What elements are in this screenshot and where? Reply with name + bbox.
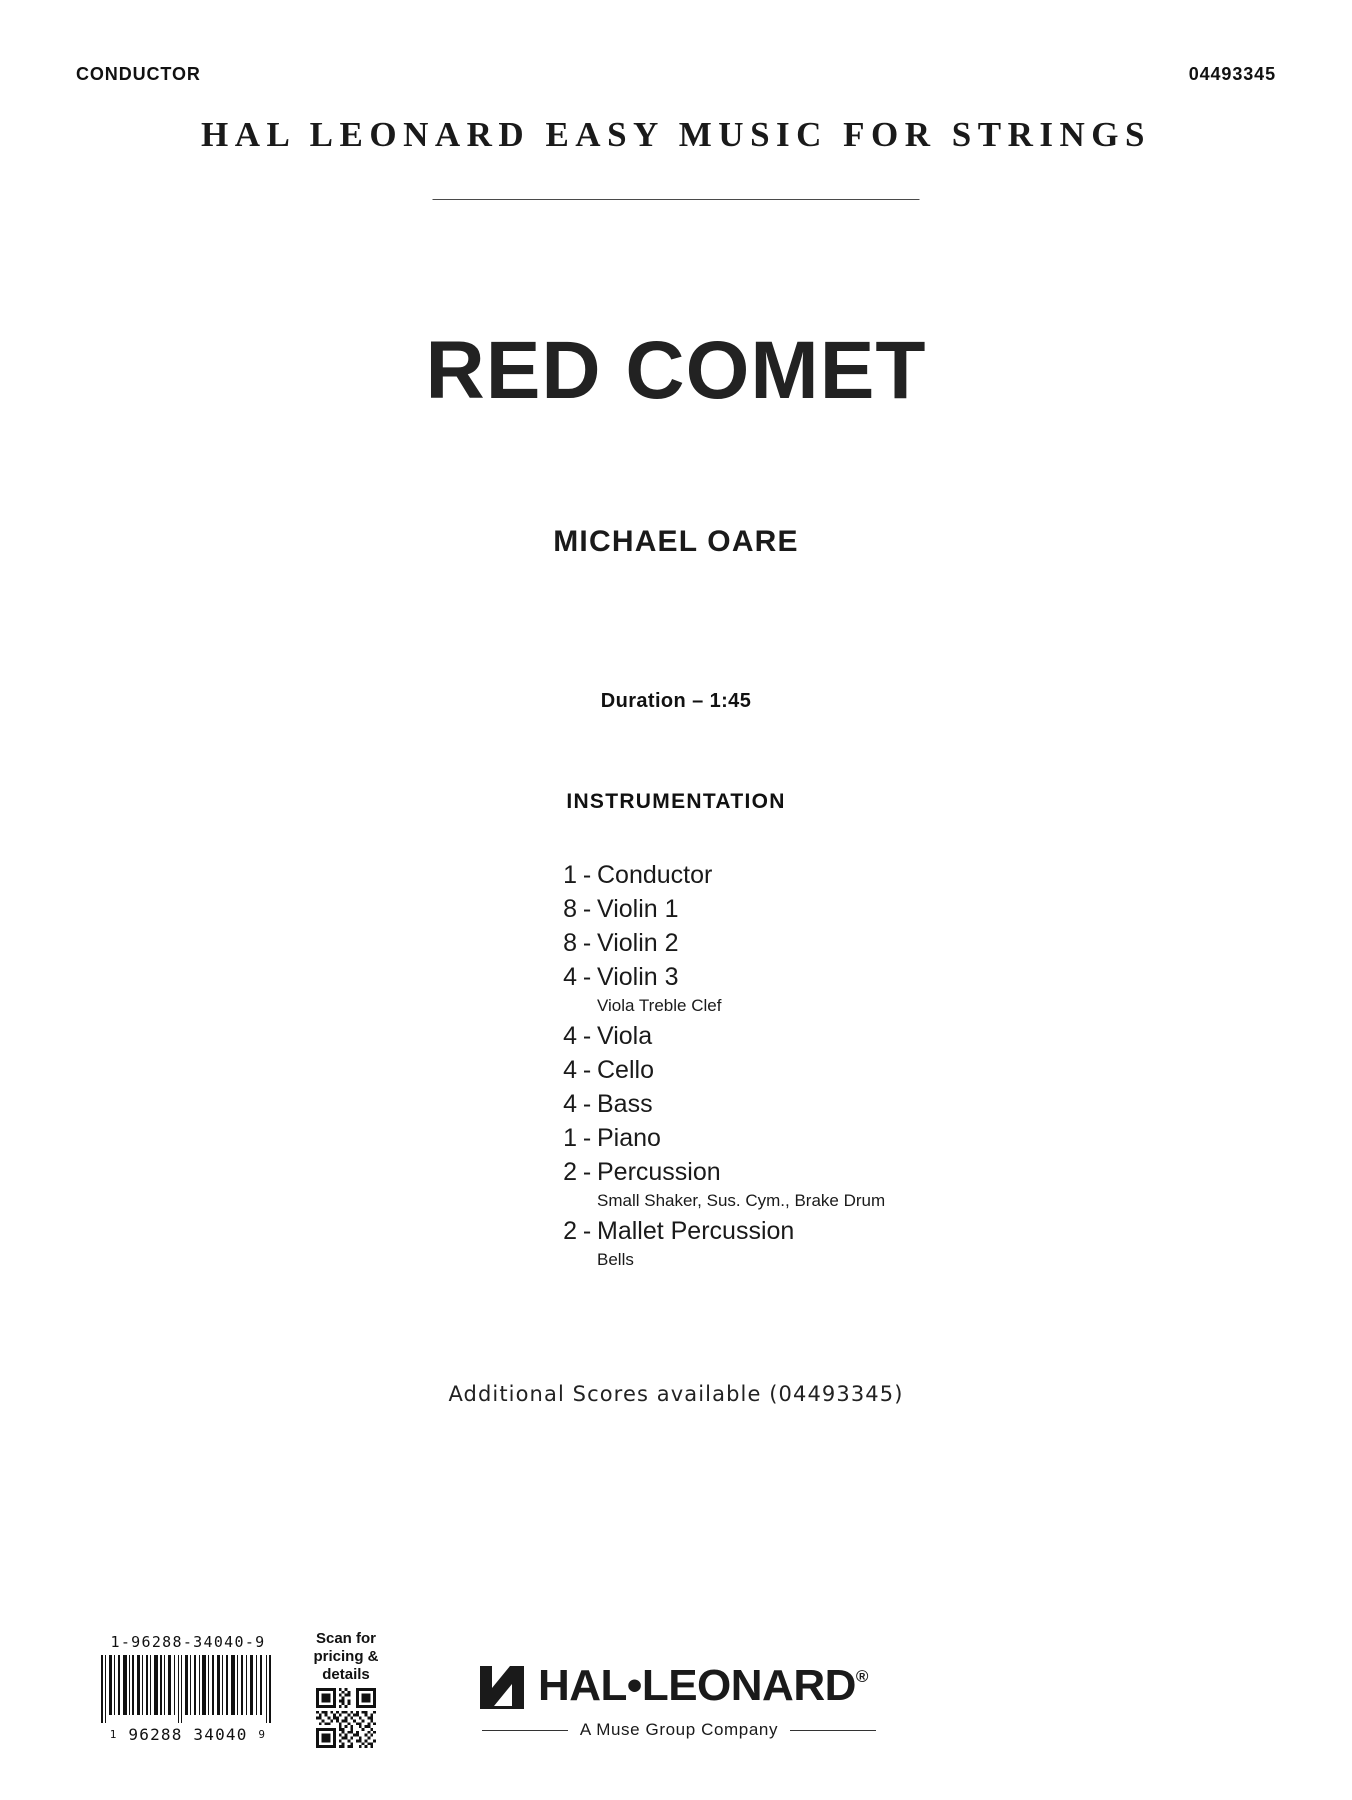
instrument-name: Viola — [597, 1022, 653, 1050]
series-title: HAL LEONARD EASY MUSIC FOR STRINGS — [201, 115, 1151, 154]
instrumentation-list — [555, 858, 1155, 1273]
instrumentation-heading: INSTRUMENTATION — [566, 790, 786, 813]
composer-name: MICHAEL OARE — [553, 525, 799, 558]
publisher-name — [538, 1661, 868, 1710]
barcode-right-digit: 9 — [258, 1728, 267, 1741]
page-title: RED COMET — [425, 325, 927, 416]
instrument-dash: - — [582, 1217, 592, 1245]
instrument-dash: - — [582, 963, 592, 991]
hal-leonard-mark-icon — [476, 1660, 528, 1712]
publisher-tagline: A Muse Group Company — [579, 1720, 779, 1739]
instrument-dash: - — [582, 861, 592, 889]
instrument-dash: - — [582, 1158, 592, 1186]
barcode-block — [88, 1633, 288, 1744]
scan-label — [305, 1630, 387, 1684]
publisher-logo — [476, 1660, 876, 1740]
instrument-quantity: 8 — [563, 929, 577, 957]
list-item — [555, 1214, 1155, 1248]
instrument-name: Violin 2 — [597, 929, 679, 957]
list-item — [555, 960, 1155, 994]
instrument-dash: - — [582, 1022, 592, 1050]
publisher-tagline-row — [476, 1720, 876, 1740]
instrument-detail: Bells — [597, 1250, 634, 1269]
part-label: CONDUCTOR — [76, 64, 201, 84]
instrument-name: Piano — [597, 1124, 661, 1152]
instrument-quantity: 4 — [563, 1056, 577, 1084]
instrument-quantity: 4 — [563, 963, 577, 991]
instrument-dash: - — [582, 1056, 592, 1084]
instrument-dash: - — [582, 895, 592, 923]
list-item — [555, 1019, 1155, 1053]
list-item — [555, 858, 1155, 892]
duration-label: Duration – 1:45 — [600, 690, 752, 712]
list-item — [555, 1121, 1155, 1155]
qr-code-icon[interactable] — [316, 1688, 376, 1748]
additional-scores-note: Additional Scores available (04493345) — [448, 1382, 904, 1406]
list-item — [555, 926, 1155, 960]
instrument-quantity: 1 — [563, 861, 577, 889]
list-item — [555, 1087, 1155, 1121]
publisher-logo-row — [476, 1660, 876, 1712]
instrument-dash: - — [582, 1090, 592, 1118]
instrument-quantity: 2 — [563, 1217, 577, 1245]
scan-label-line1: Scan for — [315, 1630, 376, 1647]
barcode-image — [99, 1655, 277, 1723]
scan-label-line2: pricing & — [313, 1648, 379, 1665]
instrument-name: Violin 1 — [597, 895, 679, 923]
tagline-rule-left — [482, 1730, 568, 1731]
scan-qr-block[interactable] — [305, 1630, 387, 1748]
instrument-quantity: 4 — [563, 1090, 577, 1118]
list-item — [555, 892, 1155, 926]
instrument-name: Violin 3 — [597, 963, 679, 991]
barcode-number-top: 1-96288-34040-9 — [110, 1633, 266, 1651]
instrument-name: Bass — [597, 1090, 653, 1118]
instrument-dash: - — [582, 1124, 592, 1152]
page-header — [76, 64, 1276, 85]
instrument-quantity: 8 — [563, 895, 577, 923]
instrument-detail: Viola Treble Clef — [597, 996, 722, 1015]
registered-trademark-icon: ® — [855, 1667, 868, 1686]
barcode-main-digits: 96288 34040 — [128, 1725, 248, 1744]
instrument-name: Mallet Percussion — [597, 1217, 795, 1245]
instrument-name: Cello — [597, 1056, 654, 1084]
page-footer — [0, 1540, 1352, 1800]
instrument-quantity: 2 — [563, 1158, 577, 1186]
scan-label-line3: details — [322, 1666, 370, 1683]
list-item — [555, 1053, 1155, 1087]
instrument-detail: Small Shaker, Sus. Cym., Brake Drum — [597, 1191, 886, 1210]
instrument-quantity: 1 — [563, 1124, 577, 1152]
catalog-number: 04493345 — [1188, 64, 1276, 84]
instrument-dash: - — [582, 929, 592, 957]
barcode-left-digit: 1 — [109, 1728, 118, 1741]
series-divider — [433, 199, 920, 200]
instrument-name: Percussion — [597, 1158, 721, 1186]
list-item — [555, 1155, 1155, 1189]
barcode-number-bottom — [88, 1725, 288, 1744]
tagline-rule-right — [790, 1730, 876, 1731]
publisher-name-text: HAL•LEONARD — [538, 1661, 856, 1710]
instrument-name: Conductor — [597, 861, 713, 889]
instrument-quantity: 4 — [563, 1022, 577, 1050]
